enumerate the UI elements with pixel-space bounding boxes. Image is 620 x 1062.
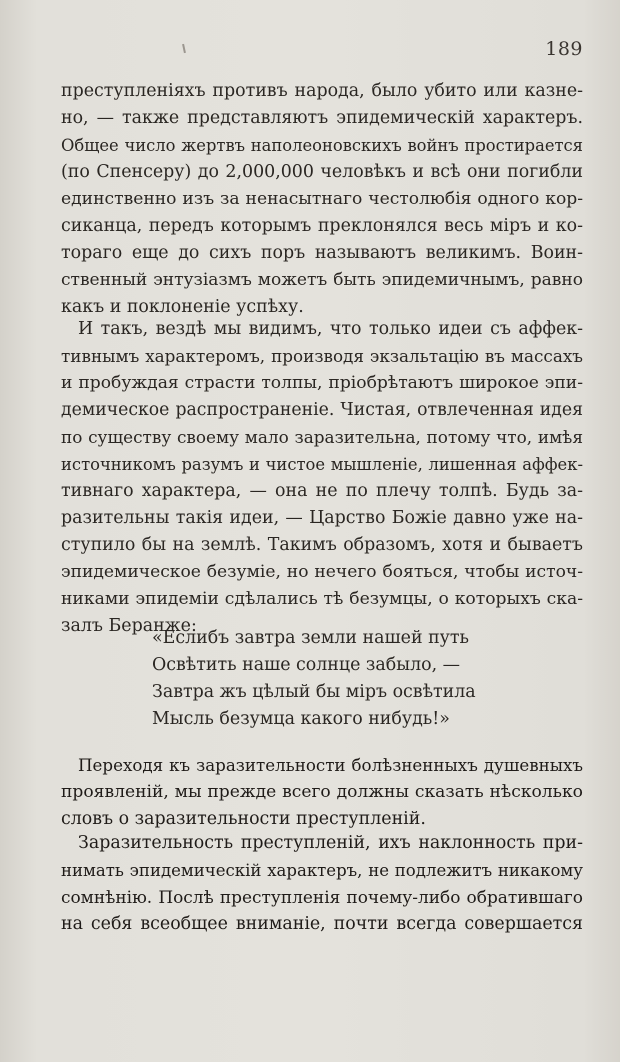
text-line: Общее число жертвъ наполеоновскихъ войнъ простирается	[61, 136, 583, 155]
text-line: тивнаго характера, — она не по плечу толпѣ. Будь за-	[61, 481, 583, 501]
text-line: по существу своему мало заразительна, потому что, имѣя	[61, 427, 583, 447]
paragraph-1	[61, 78, 583, 321]
text-line: на себя всеобщее вниманіе, почти всегда совершается	[61, 914, 583, 934]
text-line: преступленіяхъ противъ народа, было убито или казне-	[61, 81, 583, 101]
text-line: Переходя къ заразительности болѣзненныхъ душевныхъ	[78, 756, 583, 775]
text-line: демическое распространеніе. Чистая, отвлеченная идея	[61, 400, 583, 420]
paragraph-4	[61, 830, 583, 938]
text-line: разительны такія идеи, — Царство Божіе давно уже на-	[61, 508, 583, 528]
text-line: и пробуждая страсти толпы, пріобрѣтаютъ широкое эпи-	[61, 373, 583, 393]
paragraph-2	[61, 316, 583, 640]
text-line: (по Спенсеру) до 2,000,000 человѣкъ и всѣ они погибли	[61, 162, 583, 182]
text-line: источникомъ разумъ и чистое мышленіе, лишенная аффек-	[61, 455, 583, 474]
text-line: какъ и поклоненіе успѣху.	[61, 297, 304, 317]
poem-line: «Еслибъ завтра земли нашей путь	[152, 628, 469, 648]
poem-line: Мысль безумца какого нибудь!»	[152, 709, 450, 729]
text-line: единственно изъ за ненасытнаго честолюбія одного кор-	[61, 189, 583, 209]
text-line: ственный энтузіазмъ можетъ быть эпидемичнымъ, равно	[61, 270, 583, 290]
text-line: И такъ, вездѣ мы видимъ, что только идеи съ аффек-	[78, 319, 583, 339]
poem-quote	[152, 625, 552, 733]
text-line: нимать эпидемическій характеръ, не подлежитъ никакому	[61, 861, 583, 880]
poem-line: Завтра жъ цѣлый бы міръ освѣтила	[152, 682, 476, 702]
text-line: никами эпидеміи сдѣлались тѣ безумцы, о которыхъ ска-	[61, 589, 583, 609]
text-line: словъ о заразительности преступленій.	[61, 809, 426, 829]
paragraph-3	[61, 752, 583, 833]
text-line: Заразительность преступленій, ихъ наклонность при-	[78, 833, 583, 853]
text-line: проявленій, мы прежде всего должны сказать нѣсколько	[61, 782, 583, 802]
text-line: тивнымъ характеромъ, производя экзальтацію въ массахъ	[61, 346, 583, 366]
ink-speck	[182, 44, 186, 53]
text-line: тораго еще до сихъ поръ называютъ великимъ. Воин-	[61, 243, 583, 263]
text-line: залъ Беранже:	[61, 616, 197, 636]
text-line: но, — также представляютъ эпидемическій характеръ.	[61, 108, 583, 128]
poem-line: Освѣтить наше солнце забыло, —	[152, 655, 461, 675]
text-line: сиканца, передъ которымъ преклонялся весь міръ и ко-	[61, 216, 583, 236]
text-line: сомнѣнію. Послѣ преступленія почему-либо обратившаго	[61, 887, 583, 907]
text-line: эпидемическое безуміе, но нечего бояться, чтобы источ-	[61, 562, 583, 582]
text-line: ступило бы на землѣ. Такимъ образомъ, хотя и бываетъ	[61, 535, 583, 555]
page-number: 189	[545, 38, 583, 60]
